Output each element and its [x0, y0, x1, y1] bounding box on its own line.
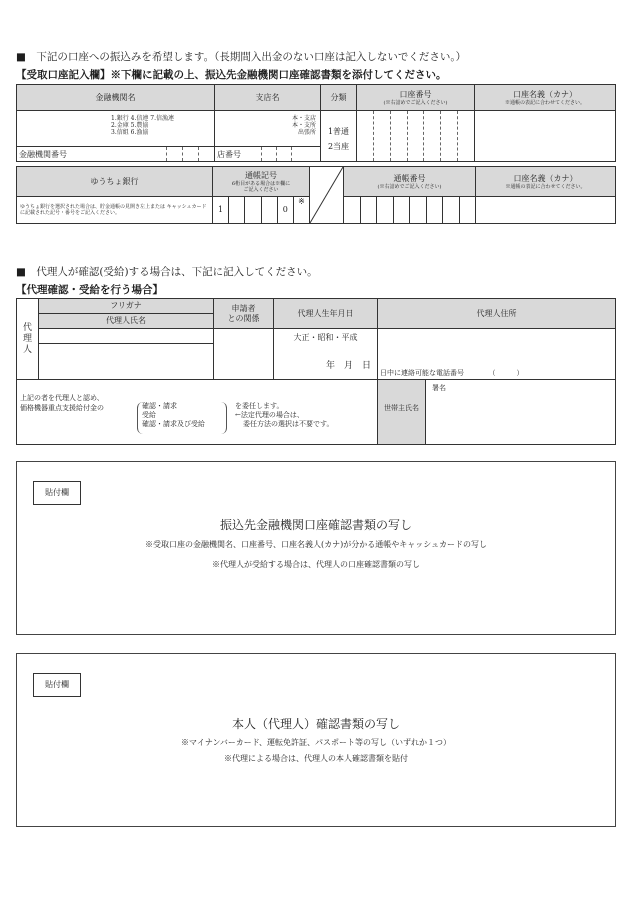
col-yucho-holder — [476, 167, 616, 197]
bank-type-line2: 2.金庫 5.農協 — [111, 122, 149, 129]
delegation-line1: 上記の者を代理人と認め、 — [20, 394, 104, 402]
branch-type-line2: 本・支所 — [291, 122, 316, 129]
symbol-fixed-1: 1 — [218, 205, 224, 214]
phone-label: 日中に連絡可能な電話番号 （ ） — [380, 369, 524, 377]
col-relation — [214, 299, 274, 329]
col-address: 代理人住所 — [378, 299, 616, 329]
branch-name-field[interactable] — [215, 111, 321, 162]
attach-box-identity-document — [16, 653, 616, 827]
symbol-fixed-0: 0 — [277, 197, 293, 223]
agent-name-field[interactable] — [39, 344, 214, 380]
col-birthdate: 代理人生年月日 — [274, 299, 378, 329]
holder-name-field[interactable] — [475, 111, 616, 162]
col-agent-name: 代理人氏名 — [39, 314, 214, 329]
col-account-number — [357, 85, 475, 111]
branch-type-line1: 本・支店 — [291, 115, 316, 122]
attach-stamp-1: 貼付欄 — [33, 481, 81, 505]
agent-section-subheading: 【代理確認・受給を行う場合】 — [16, 284, 163, 296]
diagonal-line — [310, 167, 343, 223]
attach-stamp-2: 貼付欄 — [33, 673, 81, 697]
furigana-field[interactable] — [39, 329, 214, 344]
bank-name-field[interactable] — [17, 111, 215, 162]
bank-account-table — [16, 84, 616, 162]
col-passbook-symbol — [213, 167, 310, 197]
col-yucho-holder-note: ※通帳の表記に合わせてください。 — [505, 183, 586, 190]
householder-cell — [378, 380, 616, 445]
attach1-note2: ※代理人が受給する場合は、代理人の口座確認書類の写し — [212, 560, 420, 569]
option-confirm-claim[interactable]: 確認・請求 — [142, 402, 177, 410]
bank-type-line3: 3.信組 6.漁協 — [111, 129, 149, 136]
attach1-title: 振込先金融機関口座確認書類の写し — [219, 518, 412, 532]
col-relation-2: との関係 — [227, 313, 260, 323]
col-passbook-number — [344, 167, 476, 197]
yucho-holder-field[interactable] — [476, 197, 616, 224]
col-yucho-bank: ゆうちょ銀行 — [17, 167, 213, 197]
col-number-note: (※右詰めでご記入ください) — [377, 183, 442, 190]
col-furigana: フリガナ — [39, 299, 214, 314]
col-symbol-label: 通帳記号 — [245, 170, 277, 180]
branch-code-label: 店番号 — [217, 150, 241, 159]
attach-box-bank-document — [16, 461, 616, 635]
bank-section-subheading: 【受取口座記入欄】※下欄に記載の上、振込先金融機関口座確認書類を添付してください。 — [16, 69, 447, 81]
col-account-note: (※右詰めでご記入ください) — [383, 99, 448, 106]
col-holder-label: 口座名義（カナ） — [513, 89, 577, 99]
yucho-table — [16, 166, 616, 224]
branch-code-row — [215, 146, 320, 161]
col-holder-name — [475, 85, 616, 111]
householder-label: 世帯主氏名 — [378, 380, 426, 444]
birthdate-field[interactable] — [274, 329, 378, 380]
branch-code-digits[interactable] — [261, 147, 306, 161]
agent-section-heading: ■ 代理人が確認(受給)する場合は、下記に記入してください。 — [16, 266, 318, 278]
col-account-label: 口座番号 — [399, 89, 432, 99]
date-format: 年 月 日 — [325, 361, 371, 371]
col-symbol-note-2: ご記入ください — [243, 186, 279, 193]
col-yucho-holder-label: 口座名義（カナ） — [513, 173, 578, 183]
passbook-symbol-field[interactable] — [213, 197, 310, 224]
account-number-field[interactable] — [357, 111, 475, 162]
type-current: 2当座 — [327, 141, 350, 151]
option-both[interactable]: 確認・請求及び受給 — [142, 420, 205, 428]
delegate-line2: ←法定代理の場合は、 — [235, 411, 304, 419]
col-type: 分類 — [321, 85, 357, 111]
address-field[interactable] — [378, 329, 616, 380]
symbol-star: ※ — [293, 197, 309, 223]
col-number-label: 通帳番号 — [393, 173, 426, 183]
bank-code-digits[interactable] — [151, 147, 214, 161]
attach2-note2: ※代理による場合は、代理人の本人確認書類を貼付 — [224, 754, 408, 763]
delegation-line2: 価格機器重点支援給付金の — [20, 404, 104, 412]
signature-field[interactable] — [427, 380, 615, 444]
col-symbol-note-1: 6桁目がある場合は※欄に — [231, 180, 291, 187]
col-branch-name: 支店名 — [215, 85, 321, 111]
delegate-line3: 委任方法の選択は不要です。 — [243, 420, 334, 428]
type-ordinary: 1普通 — [327, 126, 350, 136]
col-holder-note: ※通帳の表記に合わせてください。 — [504, 99, 585, 106]
col-relation-1: 申請者 — [231, 303, 256, 313]
account-type-field[interactable] — [321, 111, 357, 162]
attach2-title: 本人（代理人）確認書類の写し — [231, 717, 400, 731]
attach1-note1: ※受取口座の金融機関名、口座番号、口座名義人(カナ)が分かる通帳やキャッシュカードの写し — [144, 540, 488, 549]
option-receive[interactable]: 受給 — [142, 411, 156, 419]
era-options: 大正・昭和・平成 — [293, 333, 358, 342]
attach2-note1: ※マイナンバーカード、運転免許証、パスポート等の写し（いずれか１つ） — [181, 738, 451, 747]
branch-type-line3: 出張所 — [297, 129, 316, 136]
delegate-line1: を委任します。 — [235, 402, 284, 410]
agent-table — [16, 298, 616, 445]
delegation-options[interactable] — [137, 402, 227, 434]
diagonal-cell — [310, 167, 344, 224]
bank-section-heading: ■ 下記の口座への振込みを希望します。（長期間入出金のない口座は記入しないでください。） — [16, 51, 467, 63]
agent-vertical-label: 代理人 — [17, 299, 39, 380]
relation-field[interactable] — [214, 329, 274, 380]
col-bank-name: 金融機関名 — [17, 85, 215, 111]
signature-label: 署名 — [432, 384, 446, 392]
passbook-number-field[interactable] — [344, 197, 476, 224]
bank-code-label: 金融機関番号 — [19, 150, 67, 159]
delegation-statement — [17, 380, 378, 445]
bank-type-line1: 1.銀行 4.信連 7.信漁連 — [111, 115, 174, 122]
bank-code-row — [17, 146, 214, 161]
yucho-description: ゆうちょ銀行を選択された場合は、貯金通帳の見開き左上または キャッシュカードに記載された記号・番号をご記入ください。 — [17, 197, 213, 224]
